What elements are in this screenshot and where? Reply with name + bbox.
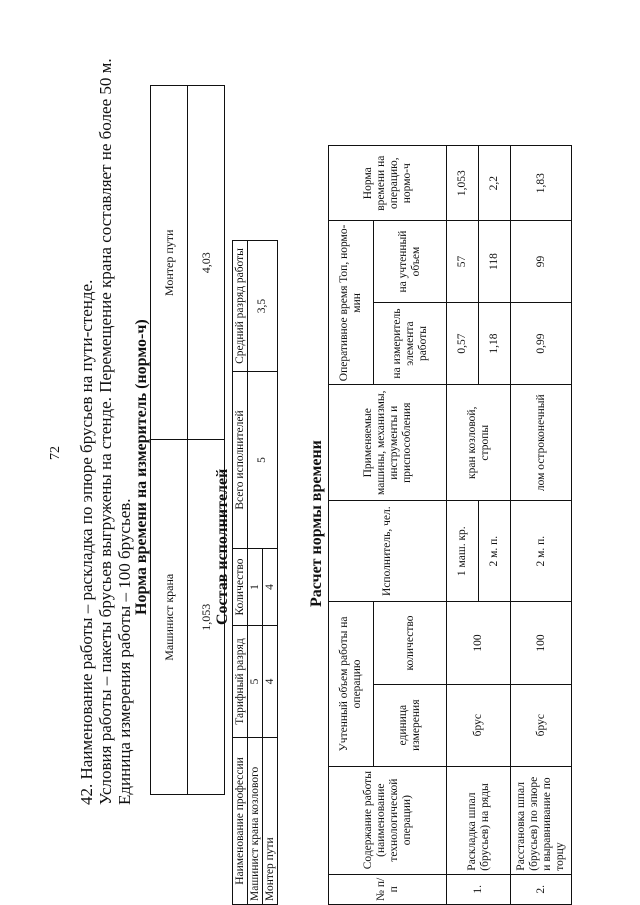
page-number: 72 — [48, 446, 63, 460]
work-conditions-line: Условия работы – пакеты брусьев выгружены на стенде. Перемещение крана составляет не более 50 м. — [96, 58, 115, 805]
row-num: 1. — [447, 874, 511, 904]
row-per-unit: 0,57 — [447, 302, 479, 385]
norm-value-crane: 1,053 — [188, 440, 225, 795]
calc-header-norm: Норма времени на операцию, нормо-ч — [329, 146, 447, 221]
staff-header-profession: Наименование профессии — [233, 738, 248, 905]
calc-header-per-unit: на измеритель элемента работы — [374, 302, 447, 385]
staff-profession: Монтер пути — [263, 738, 278, 905]
norm-value-track: 4,03 — [188, 86, 225, 441]
table-row — [511, 146, 572, 905]
staff-total: 5 — [248, 372, 278, 549]
row-unit: брус — [447, 684, 511, 766]
norm-header-track: Монтер пути — [151, 86, 188, 441]
work-unit-line: Единица измерения работы – 100 брусьев. — [115, 498, 134, 805]
row-per-volume: 99 — [511, 221, 572, 302]
work-name-line: 42. Наименование работы – раскладка по эпюре брусьев на пути-стенде. — [77, 279, 96, 805]
staff-grade: 5 — [248, 626, 263, 738]
row-per-unit: 1,18 — [479, 302, 511, 385]
calc-table — [328, 145, 572, 905]
row-norm: 1,83 — [511, 146, 572, 221]
work-description — [77, 15, 134, 805]
row-num: 2. — [511, 874, 572, 904]
calc-header-optime: Оперативное время Топ, нормо-мин — [329, 221, 374, 385]
row-executor: 2 м. п. — [479, 501, 511, 602]
staff-header-count: Количество — [233, 549, 248, 626]
norm-title: Норма времени на измеритель (нормо-ч) — [133, 319, 150, 615]
staff-table — [232, 240, 278, 905]
staff-header-avg: Средний разряд работы — [233, 241, 248, 372]
calc-header-unit: единица измерения — [374, 684, 447, 766]
staff-header-grade: Тарифный разряд — [233, 626, 248, 738]
staff-profession: Машинист крана козлового — [248, 738, 263, 905]
staff-header-total: Всего исполнителей — [233, 372, 248, 549]
staff-count: 4 — [263, 549, 278, 626]
norm-table — [150, 85, 225, 795]
row-norm: 1,053 — [447, 146, 479, 221]
row-content: Раскладка шпал (брусьев) на ряды — [447, 766, 511, 874]
staff-grade: 4 — [263, 626, 278, 738]
calc-header-num: № п/п — [329, 874, 447, 904]
staff-count: 1 — [248, 549, 263, 626]
calc-header-executor: Исполнитель, чел. — [329, 501, 447, 602]
calc-header-volume: Учтенный объем работы на операцию — [329, 602, 374, 766]
staff-avg-grade: 3,5 — [248, 241, 278, 372]
row-machines: лом остроконечный — [511, 385, 572, 501]
staff-title: Состав исполнителей — [214, 468, 231, 625]
row-executor: 1 маш. кр. — [447, 501, 479, 602]
calc-title: Расчет нормы времени — [308, 440, 325, 607]
row-machines: кран козловой, стропы — [447, 385, 511, 501]
row-per-volume: 118 — [479, 221, 511, 302]
calc-header-qty: количество — [374, 602, 447, 685]
row-per-volume: 57 — [447, 221, 479, 302]
calc-header-content: Содержание работы (наименование технологической операции) — [329, 766, 447, 874]
row-per-unit: 0,99 — [511, 302, 572, 385]
row-norm: 2,2 — [479, 146, 511, 221]
calc-header-machines: Применяемые машины, механизмы, инструменты и приспособления — [329, 385, 447, 501]
table-row — [447, 146, 479, 905]
norm-header-crane: Машинист крана — [151, 440, 188, 795]
calc-header-per-volume: на учтенный объем — [374, 221, 447, 302]
row-content: Расстановка шпал (брусьев) по эпюре и выравнивание по торцу — [511, 766, 572, 874]
table-row — [248, 241, 263, 905]
row-unit: брус — [511, 684, 572, 766]
row-qty: 100 — [511, 602, 572, 685]
row-executor: 2 м. п. — [511, 501, 572, 602]
row-qty: 100 — [447, 602, 511, 685]
